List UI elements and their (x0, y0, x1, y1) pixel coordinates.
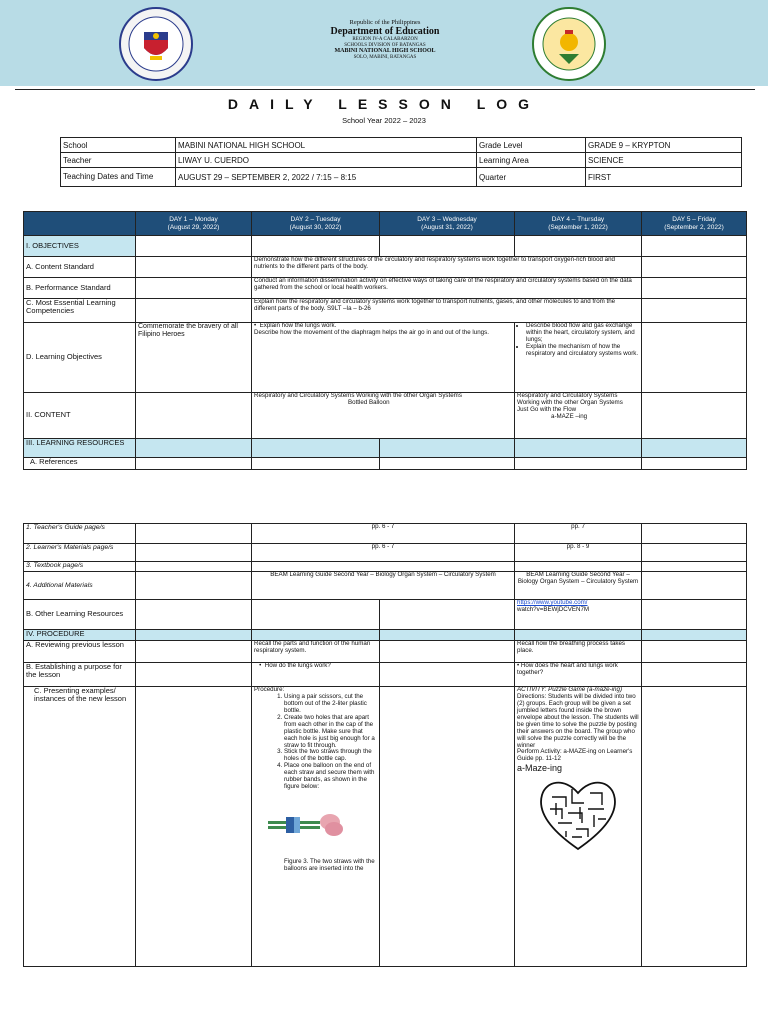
presenting-day4: ACTIVITY: Puzzle Game (a-maze-ing) Directions: Students will be divided into two (2) groups. Each group will be given a set jumbled letters found inside the brown envelope about the lesson. The students will be given time to solve the puzzle by posting their answers on the board. The group who will solve the puzzle correctly will be the winner Perform Activity: a-MAZE-ing on Learner's Guide pp. 11-12 a-Maze-ing (515, 687, 642, 967)
learning-objectives-day4: • Describe blood flow and gas exchange within the heart, circulatory system, and lungs; • Explain the mechanism of how the respiratory and circulatory systems work. (515, 323, 642, 393)
reviewing-day2: Recall the parts and function of the human respiratory system. (252, 641, 380, 663)
lesson-log-table-1 (23, 211, 747, 470)
youtube-link[interactable]: https://www.youtube.com/ (517, 599, 588, 606)
header-divider (15, 89, 755, 90)
learning-objectives-day2: • Explain how the lungs work. Describe how the movement of the diaphragm helps the air go in and out of the lungs. (252, 323, 515, 393)
purpose-day2: • How do the lungs work? (252, 663, 380, 687)
dates-label: Teaching Dates and Time (61, 168, 176, 187)
references-label: A. References (24, 458, 136, 470)
performance-standard-label: B. Performance Standard (24, 278, 136, 299)
quarter-value: FIRST (586, 168, 742, 187)
school-value: MABINI NATIONAL HIGH SCHOOL (176, 138, 477, 153)
purpose-label: B. Establishing a purpose for the lesson (24, 663, 136, 687)
presenting-label: C. Presenting examples/ instances of the new lesson (24, 687, 136, 967)
day-header: DAY 5 – Friday (September 2, 2022) (642, 212, 747, 236)
additional-materials-day2: BEAM Learning Guide Second Year – Biology Organ System – Circulatory System (252, 572, 515, 600)
performance-standard-text: Conduct an information dissemination activity on effective ways of taking care of the respiratory and circulatory systems based on the data gathered from the school or local health workers. (252, 278, 642, 299)
corner-header (24, 212, 136, 236)
school-label: School (61, 138, 176, 153)
quarter-label: Quarter (477, 168, 586, 187)
lesson-log-table-2 (23, 523, 747, 967)
purpose-day4: • How does the heart and lungs work together? (515, 663, 642, 687)
learning-objectives-label: D. Learning Objectives (24, 323, 136, 393)
teachers-guide-label: 1. Teacher's Guide page/s (24, 524, 136, 544)
teacher-label: Teacher (61, 153, 176, 168)
day-header: DAY 3 – Wednesday (August 31, 2022) (380, 212, 515, 236)
presenting-day2: Procedure: 1. Using a pair scissors, cut the bottom out of the 2-liter plastic bottle. 2. Create two holes that are apart from each other in the cap of the plastic bottle. Make sure that each hole is just big enough for a straw to fit through. 3. Stick the two straws through the holes of the bottle cap. 4. Place one balloon on the end of each straw and secure them with rubber bands, as shown in the figure below: Figure 3. The two straws with the balloons are inserted into the (252, 687, 380, 967)
header-text (250, 19, 520, 60)
learning-resources-label: III. LEARNING RESOURCES (24, 439, 136, 458)
day-header: DAY 1 – Monday (August 29, 2022) (136, 212, 252, 236)
content-standard-label: A. Content Standard (24, 257, 136, 278)
area-label: Learning Area (477, 153, 586, 168)
reviewing-label: A. Reviewing previous lesson (24, 641, 136, 663)
address-text: SOLO, MABINI, BATANGAS (353, 54, 417, 60)
procedure-label: IV. PROCEDURE (24, 630, 136, 641)
school-year: School Year 2022 – 2023 (342, 116, 426, 125)
melc-text: Explain how the respiratory and circulatory systems work together to transport nutrients, gases, and other molecules to and from the different parts of the body. S9LT –Ia – b-26 (252, 299, 642, 323)
deped-seal-logo (118, 6, 194, 82)
learning-objectives-day1: Commemorate the bravery of all Filipino Heroes (136, 323, 252, 393)
department-text: Department of Education (330, 26, 440, 38)
balloon-straw-figure (266, 811, 366, 839)
grade-label: Grade Level (477, 138, 586, 153)
area-value: SCIENCE (586, 153, 742, 168)
info-table (60, 137, 742, 187)
teachers-guide-day2: pp. 6 - 7 (252, 524, 515, 544)
day-header: DAY 4 – Thursday (September 1, 2022) (515, 212, 642, 236)
objectives-label: I. OBJECTIVES (24, 236, 136, 257)
learners-materials-day2: pp. 6 - 7 (252, 544, 515, 562)
additional-materials-label: 4. Additional Materials (24, 572, 136, 600)
school-seal-logo (531, 6, 607, 82)
dates-value: AUGUST 29 – SEPTEMBER 2, 2022 / 7:15 – 8:15 (176, 168, 477, 187)
school-name-text: MABINI NATIONAL HIGH SCHOOL (334, 48, 436, 55)
learners-materials-label: 2. Learner's Materials page/s (24, 544, 136, 562)
republic-text: Republic of the Philippines (349, 19, 421, 26)
figure-caption: Figure 3. The two straws with the balloons are inserted into the (284, 858, 375, 872)
division-text: SCHOOLS DIVISION OF BATANGAS (344, 42, 426, 48)
day-header: DAY 2 – Tuesday (August 30, 2022) (252, 212, 380, 236)
content-label: II. CONTENT (24, 393, 136, 439)
heart-maze-image (536, 775, 620, 853)
content-standard-text: Demonstrate how the different structures of the circulatory and respiratory systems work together to transport oxygen-rich blood and nutrients to the different parts of the body. (252, 257, 642, 278)
teacher-value: LIWAY U. CUERDO (176, 153, 477, 168)
other-resources-label: B. Other Learning Resources (24, 600, 136, 630)
grade-value: GRADE 9 – KRYPTON (586, 138, 742, 153)
other-resources-day4: https://www.youtube.com/ watch?v=BEWjDCVEN7M (515, 600, 642, 630)
additional-materials-day4: BEAM Learning Guide Second Year – Biology Organ System – Circulatory System (515, 572, 642, 600)
teachers-guide-day4: pp. 7 (515, 524, 642, 544)
page-title: DAILY LESSON LOG (227, 96, 541, 112)
textbook-label: 3. Textbook page/s (24, 562, 136, 572)
content-day2: Respiratory and Circulatory Systems Working with the other Organ Systems Bottled Balloon (252, 393, 515, 439)
content-day4: Respiratory and Circulatory Systems Working with the other Organ Systems Just Go with the Flow a-MAZE –ing (515, 393, 642, 439)
melc-label: C. Most Essential Learning Competencies (24, 299, 136, 323)
region-text: REGION IV-A CALABARZON (352, 37, 418, 43)
learners-materials-day4: pp. 8 - 9 (515, 544, 642, 562)
reviewing-day4: Recall how the breathing process takes place. (515, 641, 642, 663)
